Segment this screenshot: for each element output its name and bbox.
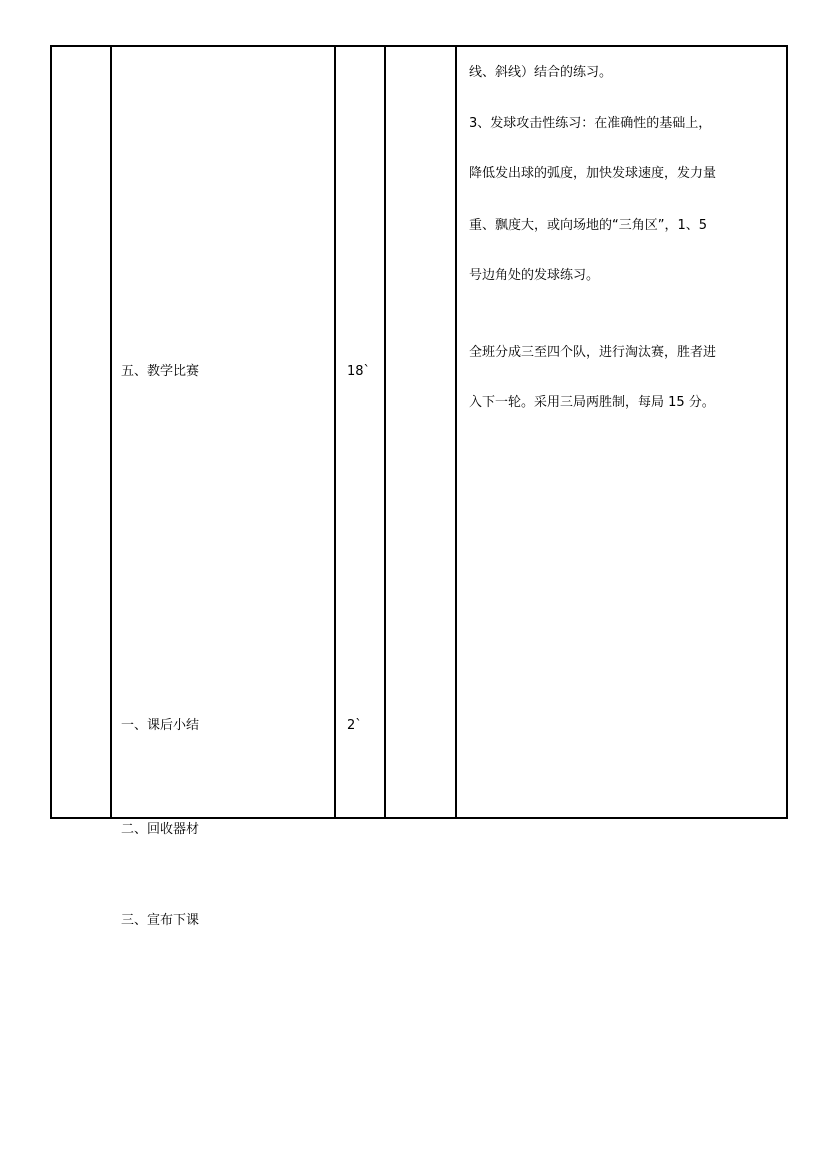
table-right-border: [786, 45, 788, 819]
time-after-class-summary: 2`: [347, 718, 362, 733]
item-teaching-competition: 五、教学比赛: [121, 364, 200, 379]
method-line-1: 线、斜线）结合的练习。: [469, 65, 613, 80]
table-left-border: [50, 45, 52, 819]
method-line-3: 降低发出球的弧度，加快发球速度，发力量: [469, 166, 717, 181]
method-line-4: 重、飘度大，或向场地的“三角区”，1、5: [469, 218, 708, 233]
column-divider-4: [455, 45, 457, 819]
item-collect-equipment: 二、回收器材: [121, 822, 200, 837]
item-dismiss-class: 三、宣布下课: [121, 913, 200, 928]
method-line-7: 入下一轮。采用三局两胜制，每局 15 分。: [469, 395, 715, 410]
table-bottom-border: [50, 817, 788, 819]
item-after-class-summary: 一、课后小结: [121, 718, 200, 733]
method-line-5: 号边角处的发球练习。: [469, 268, 600, 283]
method-line-2: 3、发球攻击性练习：在准确性的基础上，: [469, 116, 712, 131]
method-line-6: 全班分成三至四个队，进行淘汰赛，胜者进: [469, 345, 717, 360]
time-teaching-competition: 18`: [347, 364, 371, 379]
column-divider-3: [384, 45, 386, 819]
table-top-border: [50, 45, 788, 47]
column-divider-1: [110, 45, 112, 819]
column-divider-2: [334, 45, 336, 819]
